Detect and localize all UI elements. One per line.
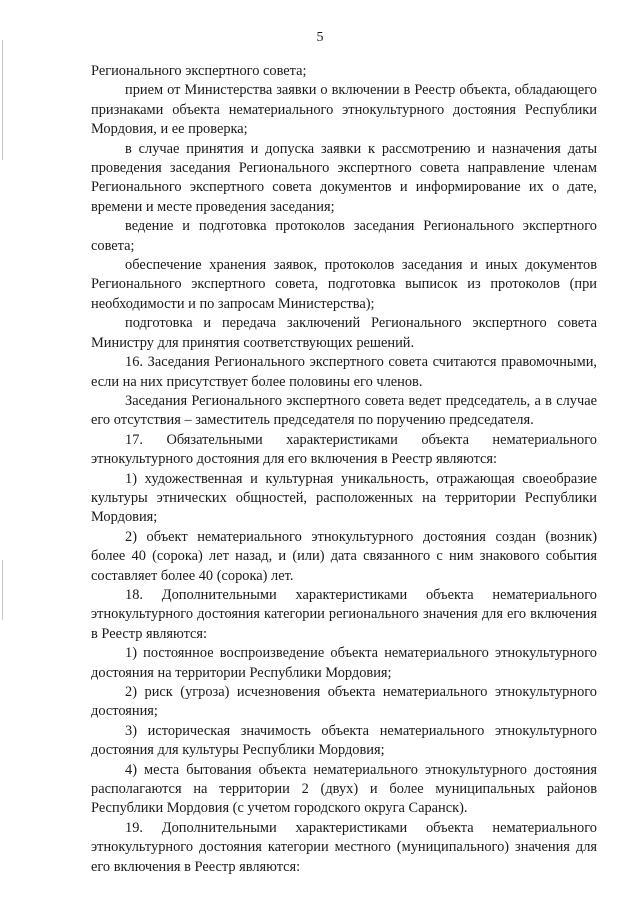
paragraph: подготовка и передача заключений Регионального экспертного совета Министру для принятия соответствующих решений. <box>91 315 597 351</box>
paragraph: Заседания Регионального экспертного совета ведет председатель, а в случае его отсутствия – заместитель председателя по поручению председателя. <box>91 392 597 429</box>
paragraph: в случае принятия и допуска заявки к рассмотрению и назначения даты проведения заседания Регионального экспертного совета направление членам Регионального экспертного совета документов и информирование их о дате, времени и месте проведения заседания; <box>91 140 597 215</box>
list-item: 2) риск (угроза) исчезновения объекта нематериального этнокультурного достояния; <box>91 684 597 720</box>
page-number: 5 <box>316 30 324 45</box>
paragraph: ведение и подготовка протоколов заседания Регионального экспертного совета; <box>91 218 597 254</box>
paragraph-clause-18: 18. Дополнительными характеристиками объекта нематериального этнокультурного достояния категории регионального значения для его включения в Реестр являются: <box>91 586 597 642</box>
list-item: 1) постоянное воспроизведение объекта нематериального этнокультурного достояния на территории Республики Мордовия; <box>91 645 597 681</box>
paragraph: обеспечение хранения заявок, протоколов заседания и иных документов Регионального экспертного совета, подготовка выписок из протоколов (при необходимости и по запросам Министерства); <box>91 257 597 312</box>
scan-edge-mark <box>2 560 3 620</box>
document-body <box>91 62 597 877</box>
paragraph-clause-16: 16. Заседания Регионального экспертного совета считаются правомочными, если на них присутствует более половины его членов. <box>91 354 597 390</box>
list-item: 4) места бытования объекта нематериального этнокультурного достояния располагаются на территории 2 (двух) и более муниципальных районов Республики Мордовия (с учетом городского округа Саранск). <box>91 761 597 817</box>
paragraph: Регионального экспертного совета; <box>91 63 307 79</box>
scan-edge-mark <box>2 40 3 160</box>
paragraph-clause-19: 19. Дополнительными характеристиками объекта нематериального этнокультурного достояния категории местного (муниципального) значения для его включения в Реестр являются: <box>91 819 597 875</box>
paragraph-clause-17: 17. Обязательными характеристиками объекта нематериального этнокультурного достояния для его включения в Реестр являются: <box>91 431 597 468</box>
list-item: 2) объект нематериального этнокультурного достояния создан (возник) более 40 (сорока) лет назад, и (или) дата связанного с ним знакового события составляет более 40 (сорока) лет. <box>91 528 597 584</box>
list-item: 3) историческая значимость объекта нематериального этнокультурного достояния для культуры Республики Мордовия; <box>91 722 597 759</box>
list-item: 1) художественная и культурная уникальность, отражающая своеобразие культуры этнических общностей, расположенных на территории Республики Мордовия; <box>91 470 597 526</box>
paragraph: прием от Министерства заявки о включении в Реестр объекта, обладающего признаками объекта нематериального этнокультурного достояния Республики Мордовия, и ее проверка; <box>91 82 597 138</box>
